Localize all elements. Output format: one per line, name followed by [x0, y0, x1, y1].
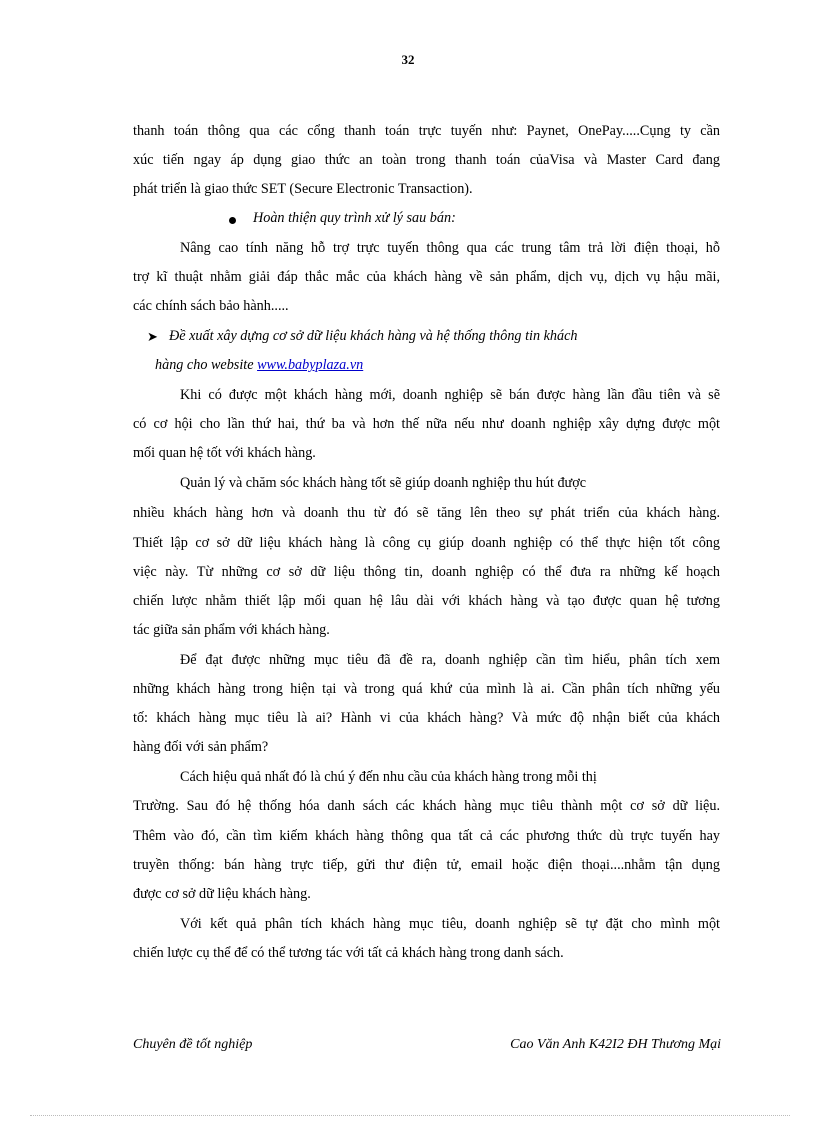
paragraph-line: chiến lược cụ thể để có thể tương tác với tất cả khách hàng trong danh sách.	[133, 945, 564, 961]
paragraph-line: mối quan hệ tốt với khách hàng.	[133, 445, 316, 461]
paragraph-line: Để đạt được những mục tiêu đã đề ra, doanh nghiệp cần tìm hiểu, phân tích xem	[180, 652, 720, 668]
paragraph-line: Thêm vào đó, cần tìm kiếm khách hàng thông qua tất cả các phương thức dù trực tuyến hay	[133, 828, 720, 844]
paragraph-line: Thiết lập cơ sở dữ liệu khách hàng là công cụ giúp doanh nghiệp có thể thực hiện tốt công	[133, 535, 720, 551]
paragraph-line: được cơ sở dữ liệu khách hàng.	[133, 886, 311, 902]
paragraph-line: Khi có được một khách hàng mới, doanh nghiệp sẽ bán được hàng lần đầu tiên và sẽ	[180, 387, 720, 403]
section-heading-text: hàng cho website	[155, 357, 258, 373]
paragraph-line: việc này. Từ những cơ sở dữ liệu thông tin, doanh nghiệp có thể đưa ra những kế hoạch	[133, 564, 720, 580]
paragraph-line: Nâng cao tính năng hỗ trợ trực tuyến thông qua các trung tâm trả lời điện thoại, hỗ	[180, 240, 720, 256]
paragraph-line: Cách hiệu quả nhất đó là chú ý đến nhu cầu của khách hàng trong mỗi thị	[180, 769, 597, 785]
paragraph-line: nhiều khách hàng hơn và doanh thu từ đó sẽ tăng lên theo sự phát triển của khách hàng.	[133, 505, 720, 521]
bullet-heading: Hoàn thiện quy trình xử lý sau bán:	[253, 210, 456, 226]
website-link[interactable]: www.babyplaza.vn	[257, 357, 364, 373]
paragraph-line: Quản lý và chăm sóc khách hàng tốt sẽ giúp doanh nghiệp thu hút được	[180, 475, 587, 491]
paragraph-line: có cơ hội cho lần thứ hai, thứ ba và hơn thế nữa nếu như doanh nghiệp xây dựng được một	[133, 416, 720, 432]
paragraph-line: tố: khách hàng mục tiêu là ai? Hành vi của khách hàng? Và mức độ nhận biết của khách	[133, 710, 720, 726]
footer-right: Cao Văn Anh K42I2 ĐH Thương Mại	[510, 1037, 721, 1052]
paragraph-line: xúc tiến ngay áp dụng giao thức an toàn trong thanh toán củaVisa và Master Card đang	[133, 152, 720, 168]
paragraph-line: tác giữa sản phẩm với khách hàng.	[133, 622, 330, 638]
paragraph-line: hàng đối với sản phẩm?	[133, 739, 269, 755]
paragraph-line: Trường. Sau đó hệ thống hóa danh sách các khách hàng mục tiêu thành một cơ sở dữ liệu.	[133, 798, 720, 814]
paragraph-line: thanh toán thông qua các cổng thanh toán trực tuyến như: Paynet, OnePay.....Cụng ty cần	[133, 123, 720, 139]
paragraph-line: phát triển là giao thức SET (Secure Electronic Transaction).	[133, 181, 473, 197]
footer-left: Chuyên đề tốt nghiệp	[133, 1037, 253, 1052]
paragraph-line: trợ kĩ thuật nhằm giải đáp thắc mắc của khách hàng về sản phẩm, dịch vụ, dịch vụ hậu mãi,	[133, 269, 720, 285]
section-heading: Đề xuất xây dựng cơ sở dữ liệu khách hàng và hệ thống thông tin khách	[169, 328, 578, 344]
page-border-divider	[30, 1115, 790, 1116]
bullet-icon	[229, 217, 236, 224]
page-number: 32	[401, 52, 415, 67]
paragraph-line: những khách hàng trong hiện tại và trong quá khứ của mình là ai. Cần phân tích những yếu	[133, 681, 720, 697]
paragraph-line: các chính sách bảo hành.....	[133, 298, 289, 314]
arrow-bullet-icon: ➤	[147, 329, 158, 344]
section-heading-line2	[155, 357, 363, 374]
paragraph-line: chiến lược nhằm thiết lập mối quan hệ lâu dài với khách hàng và tạo được quan hệ tương	[133, 593, 720, 609]
paragraph-line: truyền thống: bán hàng trực tiếp, gửi thư điện tử, email hoặc điện thoại....nhằm tận dụng	[133, 857, 720, 873]
paragraph-line: Với kết quả phân tích khách hàng mục tiêu, doanh nghiệp sẽ tự đặt cho mình một	[180, 916, 720, 932]
